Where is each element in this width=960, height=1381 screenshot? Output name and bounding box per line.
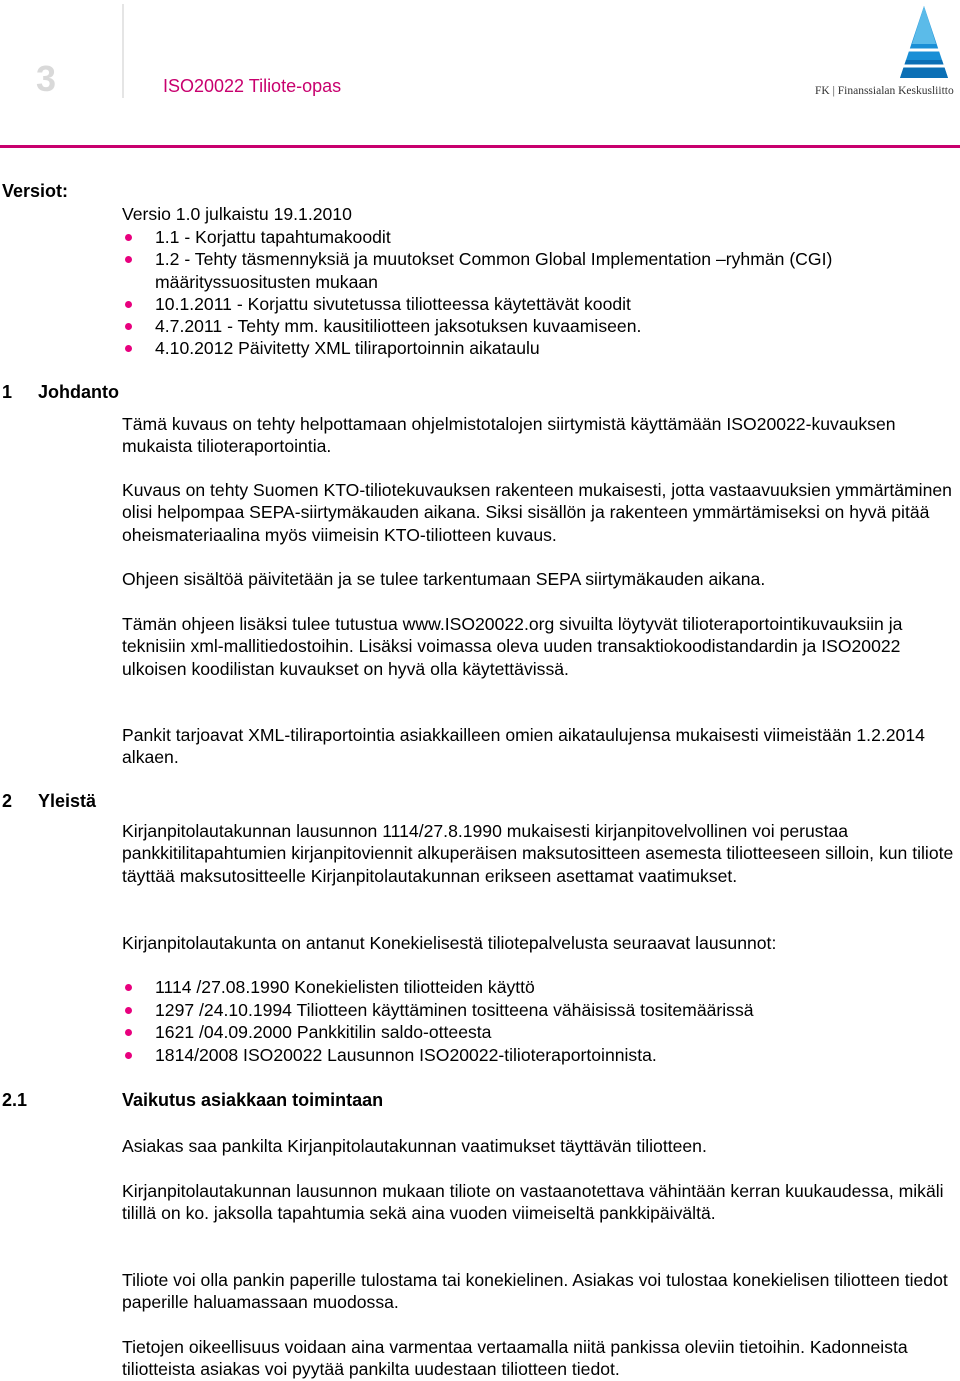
paragraph: Asiakas saa pankilta Kirjanpitolautakunnan vaatimukset täyttävän tiliotteen. (122, 1136, 707, 1156)
list-item: 1.1 - Korjattu tapahtumakoodit (155, 226, 955, 248)
versions-label: Versiot: (2, 181, 69, 201)
list-item: 10.1.2011 - Korjattu sivutetussa tiliotteessa käytettävät koodit (155, 293, 955, 315)
section-2-1-title: Vaikutus asiakkaan toimintaan (122, 1090, 384, 1110)
list-item: 4.10.2012 Päivitetty XML tiliraportoinnin aikataulu (155, 337, 955, 359)
paragraph: Tietojen oikeellisuus voidaan aina varmentaa vertaamalla niitä pankissa oleviin tietoihin. Kadonneista tiliotteista asiakas voi pyytää pankilta uudestaan tiliotteen tiedot. (122, 1337, 908, 1380)
section-1-heading (2, 382, 119, 403)
header-rule (0, 145, 960, 148)
paragraph: Tämä kuvaus on tehty helpottamaan ohjelmistotalojen siirtymistä käyttämään ISO20022-kuvauksen mukaista tilioteraportointia. (122, 414, 896, 457)
paragraph: Tämän ohjeen lisäksi tulee tutustua www.ISO20022.org sivuilta löytyvät tilioteraportointikuvauksiin ja teknisiin xml-mallitiedostoihin. Lisäksi voimassa oleva uuden transaktiokoodistandardin ja ISO20022 ulkoisen koodilistan kuvaukset on hyvä olla käytettävissä. (122, 614, 903, 679)
list-item: 1.2 - Tehty täsmennyksiä ja muutokset Common Global Implementation –ryhmän (CGI) määrityssuositusten mukaan (155, 248, 955, 293)
paragraph: Kirjanpitolautakunnan lausunnon mukaan tiliote on vastaanotettava vähintään kerran kuukaudessa, mikäli tilillä on ko. jaksolla tapahtumia sekä aina vuoden viimeiseltä pankkipäivältä. (122, 1181, 944, 1224)
list-item: 1814/2008 ISO20022 Lausunnon ISO20022-tilioteraportoinnista. (155, 1044, 955, 1067)
version-history-list (155, 226, 955, 360)
paragraph: Kirjanpitolautakunnan lausunnon 1114/27.8.1990 mukaisesti kirjanpitovelvollinen voi perustaa pankkitilitapahtumien kirjanpitoviennit alkuperäisen maksutositteen asemesta tiliotteeseen silloin, kun tiliote täyttää maksutositteelle Kirjanpitolautakunnan erikseen asettamat vaatimukset. (122, 821, 954, 886)
section-number: 2 (2, 791, 13, 811)
list-item: 1297 /24.10.1994 Tiliotteen käyttäminen tositteena vähäisissä tositemäärissä (155, 999, 955, 1022)
section-number: 1 (2, 382, 13, 402)
version-release: Versio 1.0 julkaistu 19.1.2010 (122, 204, 352, 224)
finanssiala-logo-icon (896, 4, 952, 80)
section-2-heading (2, 791, 96, 812)
paragraph: Ohjeen sisältöä päivitetään ja se tulee tarkentumaan SEPA siirtymäkauden aikana. (122, 569, 766, 589)
section-2-1-number: 2.1 (2, 1090, 28, 1110)
paragraph: Tiliote voi olla pankin paperille tulostama tai konekielinen. Asiakas voi tulostaa konekielisen tiliotteen tiedot paperille haluamassaan muodossa. (122, 1270, 948, 1313)
list-item: 1114 /27.08.1990 Konekielisten tiliotteiden käyttö (155, 976, 955, 999)
page-number: 3 (36, 58, 57, 99)
paragraph: Kirjanpitolautakunta on antanut Konekielisestä tiliotepalvelusta seuraavat lausunnot: (122, 933, 777, 953)
paragraph: Kuvaus on tehty Suomen KTO-tiliotekuvauksen rakenteen mukaisesti, jotta vastaavuuksien ymmärtäminen olisi helpompaa SEPA-siirtymäkauden aikana. Siksi sisällön ja rakenteen ymmärtämiseksi on hyvä pitää oheismateriaalina myös viimeisin KTO-tiliotteen kuvaus. (122, 480, 952, 545)
header-divider (122, 4, 124, 98)
list-item: 1621 /04.09.2000 Pankkitilin saldo-otteesta (155, 1021, 955, 1044)
document-title: ISO20022 Tiliote-opas (163, 76, 342, 96)
section-title: Yleistä (38, 791, 97, 811)
logo-wordmark: FK | Finanssialan Keskusliitto (815, 85, 954, 97)
section-title: Johdanto (38, 382, 119, 402)
list-item: 4.7.2011 - Tehty mm. kausitiliotteen jaksotuksen kuvaamiseen. (155, 315, 955, 337)
paragraph: Pankit tarjoavat XML-tiliraportointia asiakkailleen omien aikataulujensa mukaisesti viimeistään 1.2.2014 alkaen. (122, 725, 925, 768)
statements-list (155, 976, 955, 1066)
